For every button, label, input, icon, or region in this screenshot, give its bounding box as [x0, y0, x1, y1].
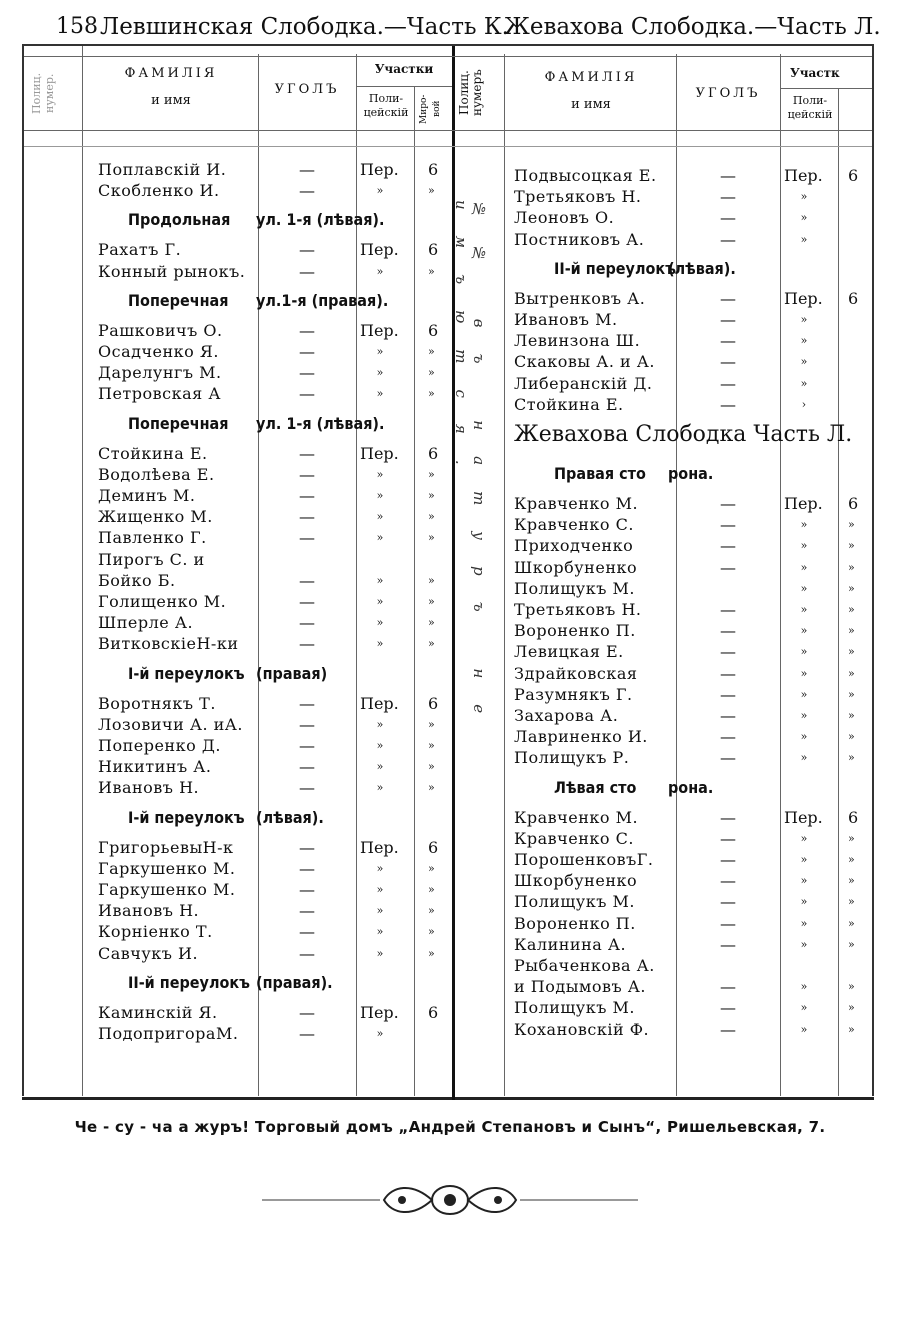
- magistrate-district: »: [428, 781, 435, 795]
- police-district: »: [376, 573, 384, 587]
- police-district: ›: [801, 397, 807, 411]
- magistrate-district: 6: [848, 288, 859, 308]
- header-surname-right: ФАМИЛІЯ: [544, 70, 638, 85]
- police-district: »: [800, 334, 808, 348]
- magistrate-district: 6: [428, 160, 439, 179]
- resident-name: Ивановъ М.: [514, 310, 618, 329]
- magistrate-district: »: [428, 904, 435, 918]
- magistrate-district: »: [848, 560, 855, 574]
- police-district: »: [800, 874, 808, 888]
- resident-name: Ивановъ Н.: [98, 901, 200, 921]
- resident-name: Жищенко М.: [98, 507, 213, 527]
- magistrate-district: 6: [428, 320, 439, 340]
- magistrate-district: »: [848, 853, 855, 866]
- police-district: »: [376, 739, 384, 752]
- police-district: »: [800, 624, 808, 638]
- corner-value: —: [299, 160, 315, 179]
- resident-name: Ивановъ Н.: [98, 778, 200, 798]
- corner-value: —: [720, 166, 736, 185]
- header-top-rule: [24, 56, 872, 57]
- resident-name: Подвысоцкая Е.: [514, 166, 657, 185]
- resident-name: Бойко Б.: [98, 570, 176, 590]
- section-heading: ІІ-й переулокъ: [554, 258, 676, 278]
- section-heading: ІІ-й переулокъ: [128, 972, 250, 992]
- magistrate-district: »: [848, 895, 855, 909]
- section-heading: І-й переулокъ: [128, 807, 245, 827]
- magistrate-district: »: [428, 467, 435, 481]
- center-vertical-note: №№ въ натуръ не имъются.: [452, 200, 488, 740]
- resident-name: Полищукъ М.: [514, 998, 635, 1018]
- resident-name: и Подымовъ А.: [514, 977, 646, 997]
- corner-value: —: [299, 858, 315, 878]
- corner-value: —: [720, 1019, 736, 1039]
- magistrate-district: »: [848, 666, 855, 680]
- header-name-sub: и имя: [151, 93, 191, 108]
- districts-rule: [356, 86, 452, 87]
- magistrate-district: »: [428, 510, 435, 524]
- resident-name: Рахатъ Г.: [98, 240, 182, 260]
- police-district: »: [376, 904, 384, 918]
- magistrate-district: »: [428, 387, 435, 401]
- header-corner-right: УГОЛЪ: [695, 86, 761, 101]
- police-district: Пер.: [784, 807, 823, 827]
- police-district: »: [800, 539, 808, 553]
- corner-value: —: [299, 693, 315, 713]
- corner-value: —: [299, 1024, 315, 1043]
- magistrate-district: »: [428, 489, 435, 502]
- police-district: »: [376, 760, 384, 774]
- resident-name: Вороненко П.: [514, 621, 636, 641]
- corner-value: —: [299, 880, 315, 899]
- resident-name: Стойкина Е.: [514, 394, 624, 414]
- resident-name: Конный рынокъ.: [98, 261, 246, 281]
- resident-name: Поплавскій И.: [98, 160, 227, 179]
- section-heading-side: (правая).: [256, 972, 333, 992]
- corner-value: —: [720, 373, 736, 393]
- police-district: »: [800, 853, 808, 866]
- header-districts: Участки: [374, 62, 434, 76]
- magistrate-district: 6: [848, 494, 859, 513]
- magistrate-district: »: [428, 760, 435, 774]
- resident-name: Воротнякъ Т.: [98, 693, 216, 713]
- magistrate-district: 6: [428, 240, 439, 260]
- resident-name: Голищенко М.: [98, 592, 227, 611]
- resident-name: Никитинъ А.: [98, 757, 212, 777]
- corner-value: —: [299, 464, 315, 484]
- col-rule: [838, 88, 839, 1096]
- police-district: Пер.: [784, 494, 823, 513]
- police-district: »: [800, 687, 808, 701]
- magistrate-district: 6: [428, 443, 439, 463]
- page-header: [48, 8, 881, 42]
- corner-value: —: [299, 261, 315, 281]
- resident-name: Стойкина Е.: [98, 443, 208, 463]
- police-district: »: [376, 883, 384, 896]
- corner-value: —: [299, 1002, 315, 1022]
- police-district: Пер.: [360, 443, 399, 463]
- corner-value: —: [720, 288, 736, 308]
- magistrate-district: »: [848, 1001, 855, 1015]
- corner-value: —: [299, 613, 315, 633]
- magistrate-district: »: [428, 264, 435, 278]
- resident-name: Постниковъ А.: [514, 229, 645, 249]
- resident-name: Лозовичи А. иА.: [98, 714, 243, 734]
- resident-name: Лавриненко И.: [514, 727, 648, 747]
- resident-name: Рашковичъ О.: [98, 320, 223, 340]
- resident-name: Гаркушенко М.: [98, 880, 236, 899]
- corner-value: —: [720, 394, 736, 414]
- header-row-no: Полиц. нумер.: [30, 72, 56, 114]
- header-surname: ФАМИЛІЯ: [124, 66, 218, 81]
- districts-rule: [780, 88, 872, 89]
- police-district: »: [376, 531, 384, 545]
- police-district: »: [800, 376, 808, 390]
- police-district: »: [376, 489, 384, 502]
- advertisement-footer: Че - су - ча а журъ! Торговый домъ „Андрей Степановъ и Сынъ“, Ришельевская, 7.: [74, 1118, 826, 1136]
- corner-value: —: [720, 494, 736, 513]
- resident-name: Шперле А.: [98, 613, 194, 633]
- corner-value: —: [720, 977, 736, 997]
- table-bottom-rule: [22, 1097, 874, 1100]
- police-district: »: [800, 518, 808, 532]
- section-heading: Правая сто: [554, 464, 646, 483]
- resident-name: Леоновъ О.: [514, 208, 615, 228]
- corner-value: —: [720, 828, 736, 848]
- police-district: »: [376, 264, 384, 278]
- section-heading: Поперечная: [128, 413, 229, 433]
- corner-value: —: [299, 736, 315, 755]
- resident-name: Водолѣева Е.: [98, 464, 215, 484]
- header-name-sub-right: и имя: [571, 97, 611, 112]
- magistrate-district: »: [848, 751, 855, 765]
- magistrate-district: »: [848, 581, 855, 595]
- resident-name: ГригорьевыН-к: [98, 837, 234, 857]
- corner-value: —: [299, 922, 315, 942]
- police-district: »: [800, 581, 808, 595]
- corner-value: —: [720, 850, 736, 869]
- magistrate-district: 6: [848, 807, 859, 827]
- corner-value: —: [720, 557, 736, 577]
- corner-value: —: [720, 934, 736, 954]
- police-district: »: [376, 616, 384, 630]
- corner-value: —: [720, 998, 736, 1018]
- police-district: »: [800, 709, 808, 722]
- header-police-no: Полиц. нумеръ: [457, 69, 484, 117]
- magistrate-district: »: [428, 946, 435, 960]
- corner-value: —: [720, 208, 736, 228]
- corner-value: —: [720, 331, 736, 351]
- police-district: »: [800, 645, 808, 659]
- magistrate-district: »: [848, 916, 855, 930]
- police-district: Пер.: [360, 1002, 399, 1022]
- ornament-divider: [262, 1176, 638, 1224]
- corner-value: —: [299, 943, 315, 963]
- resident-name: Кравченко С.: [514, 828, 634, 848]
- magistrate-district: »: [428, 531, 435, 545]
- magistrate-district: »: [848, 730, 855, 744]
- left-running-title: Левшинская Слободка.—Часть К.: [100, 14, 509, 40]
- police-district: »: [800, 603, 808, 616]
- col-rule: [780, 54, 781, 1096]
- magistrate-district: »: [428, 184, 435, 198]
- corner-value: —: [299, 837, 315, 857]
- resident-name: Либеранскій Д.: [514, 373, 653, 393]
- corner-value: —: [299, 240, 315, 260]
- corner-value: —: [720, 913, 736, 933]
- col-rule: [82, 46, 83, 1096]
- resident-name: Гаркушенко М.: [98, 858, 236, 878]
- resident-name: Шкорбуненко: [514, 871, 638, 891]
- resident-name: Кравченко С.: [514, 515, 634, 535]
- corner-value: —: [720, 187, 736, 207]
- police-district: »: [800, 313, 808, 326]
- resident-name: Полищукъ Р.: [514, 748, 630, 768]
- resident-name: Шкорбуненко: [514, 557, 638, 577]
- header-bottom-rule: [24, 130, 872, 131]
- police-district: »: [376, 861, 384, 875]
- magistrate-district: »: [848, 645, 855, 659]
- resident-name: Дарелунгъ М.: [98, 363, 222, 383]
- section-heading-side: рона.: [668, 777, 714, 797]
- magistrate-district: 6: [428, 693, 439, 713]
- resident-name: ПодопригораМ.: [98, 1024, 239, 1043]
- header-corner: УГОЛЪ: [274, 82, 340, 97]
- resident-name: Кравченко М.: [514, 494, 639, 513]
- right-running-title: Жевахова Слободка.—Часть Л.: [504, 14, 881, 40]
- corner-value: —: [299, 363, 315, 383]
- resident-name: Здрайковская: [514, 663, 638, 683]
- police-district: »: [800, 355, 808, 369]
- corner-value: —: [299, 443, 315, 463]
- corner-value: —: [720, 515, 736, 535]
- resident-name: Кравченко М.: [514, 807, 639, 827]
- section-heading-side: ул. 1-я (лѣвая).: [256, 210, 385, 230]
- police-district: »: [376, 345, 384, 358]
- magistrate-district: »: [848, 1022, 855, 1036]
- magistrate-district: »: [428, 717, 435, 731]
- section-heading: Лѣвая сто: [554, 777, 637, 797]
- corner-value: —: [720, 663, 736, 683]
- corner-value: —: [720, 871, 736, 891]
- magistrate-district: 6: [428, 1002, 439, 1022]
- police-district: »: [376, 366, 384, 380]
- police-district: »: [800, 666, 808, 680]
- police-district: »: [800, 895, 808, 909]
- police-district: »: [800, 560, 808, 574]
- corner-value: —: [299, 342, 315, 361]
- corner-value: —: [299, 528, 315, 548]
- police-district: Пер.: [784, 288, 823, 308]
- police-district: »: [800, 232, 808, 246]
- resident-name: Полищукъ М.: [514, 578, 635, 598]
- police-district: »: [376, 1027, 384, 1040]
- col-rule: [414, 86, 415, 1096]
- section-heading-side: (правая): [256, 663, 328, 683]
- corner-value: —: [720, 536, 736, 556]
- resident-name: Разумнякъ Г.: [514, 684, 633, 704]
- resident-name: Кохановскій Ф.: [514, 1019, 650, 1039]
- police-district: »: [800, 831, 808, 845]
- magistrate-district: »: [428, 637, 435, 651]
- section-subtitle: Жевахова Слободка Часть Л.: [514, 422, 853, 447]
- magistrate-district: »: [848, 831, 855, 845]
- police-district: »: [800, 190, 808, 204]
- resident-name: Калинина А.: [514, 934, 627, 954]
- police-district: Пер.: [360, 693, 399, 713]
- magistrate-district: »: [848, 624, 855, 638]
- police-district: »: [800, 751, 808, 765]
- corner-value: —: [720, 727, 736, 747]
- page-number: 158: [56, 14, 98, 39]
- magistrate-district: »: [848, 709, 855, 722]
- resident-name: Корніенко Т.: [98, 922, 213, 942]
- police-district: Пер.: [360, 320, 399, 340]
- magistrate-district: 6: [848, 166, 859, 185]
- magistrate-district: »: [428, 366, 435, 380]
- police-district: »: [376, 781, 384, 795]
- police-district: »: [800, 211, 808, 225]
- magistrate-district: »: [428, 925, 435, 939]
- resident-name: Вытренковъ А.: [514, 288, 646, 308]
- resident-name: Третьяковъ Н.: [514, 600, 642, 619]
- resident-name: Полищукъ М.: [514, 892, 635, 912]
- corner-value: —: [299, 570, 315, 590]
- header-magistrate: Миро- вой: [419, 94, 442, 124]
- corner-value: —: [720, 807, 736, 827]
- resident-name: Деминъ М.: [98, 486, 196, 505]
- police-district: Пер.: [784, 166, 823, 185]
- corner-value: —: [299, 181, 315, 201]
- section-heading-side: ул.1-я (правая).: [256, 290, 389, 310]
- corner-value: —: [720, 600, 736, 619]
- section-heading-side: (лѣвая).: [668, 258, 736, 278]
- police-district: »: [376, 184, 384, 198]
- corner-value: —: [720, 706, 736, 725]
- magistrate-district: »: [848, 518, 855, 532]
- corner-value: —: [720, 892, 736, 912]
- corner-value: —: [720, 748, 736, 768]
- header-police: Поли- цейскій: [363, 92, 409, 119]
- magistrate-district: »: [848, 539, 855, 553]
- resident-name: Пирогъ С. и: [98, 549, 205, 569]
- police-district: »: [800, 980, 808, 994]
- magistrate-district: »: [428, 861, 435, 875]
- corner-value: —: [720, 621, 736, 641]
- police-district: »: [800, 937, 808, 951]
- police-district: »: [376, 467, 384, 481]
- section-heading-side: рона.: [668, 464, 714, 483]
- section-heading: І-й переулокъ: [128, 663, 245, 683]
- resident-name: Вороненко П.: [514, 913, 636, 933]
- magistrate-district: »: [848, 687, 855, 701]
- resident-name: Савчукъ И.: [98, 943, 199, 963]
- police-district: »: [376, 717, 384, 731]
- corner-value: —: [299, 634, 315, 654]
- header-police-right: Поли- цейскій: [787, 94, 833, 121]
- magistrate-district: »: [848, 980, 855, 994]
- corner-value: —: [299, 486, 315, 505]
- corner-value: —: [299, 592, 315, 611]
- corner-value: —: [720, 642, 736, 662]
- header-districts-right: Участк: [790, 66, 840, 80]
- magistrate-district: »: [428, 616, 435, 630]
- corner-value: —: [299, 757, 315, 777]
- corner-value: —: [299, 320, 315, 340]
- section-heading-side: ул. 1-я (лѣвая).: [256, 413, 385, 433]
- header-double-rule: [24, 146, 872, 147]
- police-district: »: [376, 925, 384, 939]
- corner-value: —: [720, 684, 736, 704]
- resident-name: ПорошенковъГ.: [514, 850, 654, 869]
- resident-name: Третьяковъ Н.: [514, 187, 642, 207]
- police-district: »: [800, 916, 808, 930]
- police-district: Пер.: [360, 837, 399, 857]
- corner-value: —: [299, 384, 315, 404]
- police-district: Пер.: [360, 240, 399, 260]
- col-rule: [504, 54, 505, 1096]
- section-heading: Поперечная: [128, 290, 229, 310]
- police-district: »: [376, 637, 384, 651]
- col-rule: [676, 54, 677, 1096]
- magistrate-district: »: [848, 603, 855, 616]
- police-district: »: [376, 510, 384, 524]
- police-district: »: [800, 1022, 808, 1036]
- section-heading: Продольная: [128, 210, 231, 230]
- magistrate-district: »: [428, 595, 435, 608]
- resident-name: Петровская А: [98, 384, 221, 404]
- resident-name: Каминскій Я.: [98, 1002, 218, 1022]
- police-district: »: [800, 730, 808, 744]
- resident-name: ВитковскіеН-ки: [98, 634, 239, 654]
- resident-name: Рыбаченкова А.: [514, 956, 655, 975]
- resident-name: Левинзона Ш.: [514, 331, 641, 351]
- magistrate-district: »: [848, 937, 855, 951]
- police-district: »: [376, 387, 384, 401]
- resident-name: Приходченко: [514, 536, 634, 556]
- police-district: »: [376, 595, 384, 608]
- magistrate-district: »: [428, 883, 435, 896]
- resident-name: Павленко Г.: [98, 528, 207, 548]
- corner-value: —: [720, 310, 736, 329]
- resident-name: Захарова А.: [514, 706, 619, 725]
- magistrate-district: »: [848, 874, 855, 888]
- corner-value: —: [299, 778, 315, 798]
- corner-value: —: [720, 352, 736, 372]
- resident-name: Левицкая Е.: [514, 642, 624, 662]
- magistrate-district: 6: [428, 837, 439, 857]
- corner-value: —: [720, 229, 736, 249]
- corner-value: —: [299, 507, 315, 527]
- police-district: »: [376, 946, 384, 960]
- resident-name: Скобленко И.: [98, 181, 220, 201]
- resident-name: Поперенко Д.: [98, 736, 221, 755]
- resident-name: Скаковы А. и А.: [514, 352, 655, 372]
- resident-name: Осадченко Я.: [98, 342, 219, 361]
- magistrate-district: »: [428, 573, 435, 587]
- magistrate-district: »: [428, 345, 435, 358]
- magistrate-district: »: [428, 739, 435, 752]
- corner-value: —: [299, 714, 315, 734]
- corner-value: —: [299, 901, 315, 921]
- section-heading-side: (лѣвая).: [256, 807, 324, 827]
- police-district: Пер.: [360, 160, 399, 179]
- police-district: »: [800, 1001, 808, 1015]
